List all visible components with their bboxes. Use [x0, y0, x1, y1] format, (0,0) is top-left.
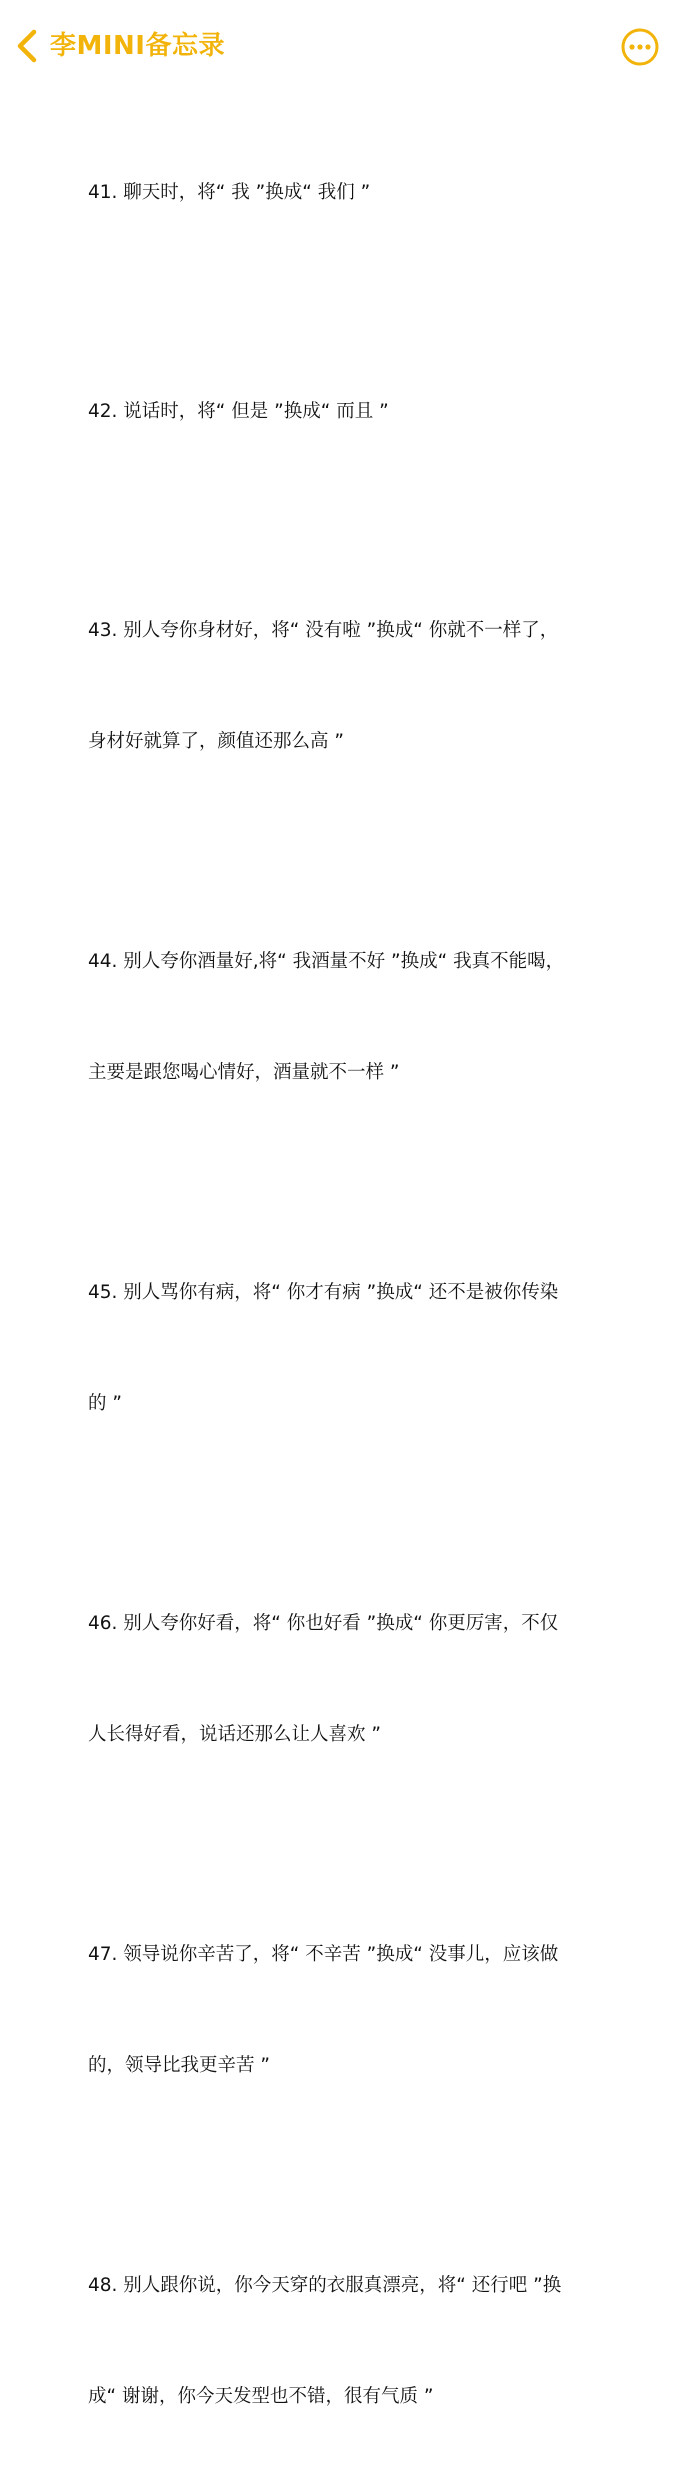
note-item — [88, 1531, 648, 1827]
chevron-left-icon — [10, 26, 46, 66]
back-button[interactable] — [10, 26, 46, 66]
note-item — [88, 100, 648, 285]
note-text-line: 身材好就算了，颜值还那么高 ” — [88, 731, 344, 752]
note-text-line: 48. 别人跟你说，你今天穿的衣服真漂亮，将“ 还行吧 ”换 — [88, 2275, 562, 2296]
note-text-line: 的 ” — [88, 1393, 122, 1414]
notes-list — [88, 96, 648, 2489]
note-text-line: 42. 说话时，将“ 但是 ”换成“ 而且 ” — [88, 401, 389, 422]
note-text-line: 人长得好看，说话还那么让人喜欢 ” — [88, 1724, 381, 1745]
note-item — [88, 538, 648, 834]
note-text-line: 44. 别人夸你酒量好,将“ 我酒量不好 ”换成“ 我真不能喝， — [88, 951, 565, 972]
note-text-line: 46. 别人夸你好看，将“ 你也好看 ”换成“ 你更厉害，不仅 — [88, 1613, 559, 1634]
note-item — [88, 2193, 648, 2489]
note-text-line: 主要是跟您喝心情好，酒量就不一样 ” — [88, 1062, 400, 1083]
note-item — [88, 1862, 648, 2158]
note-text-line: 43. 别人夸你身材好，将“ 没有啦 ”换成“ 你就不一样了， — [88, 620, 559, 641]
more-options-button[interactable] — [620, 27, 660, 67]
note-item — [88, 1200, 648, 1496]
page-title: 李MINI备忘录 — [50, 31, 225, 61]
note-item — [88, 319, 648, 504]
navigation-bar — [0, 0, 690, 92]
note-item — [88, 869, 648, 1165]
more-circle-icon — [620, 27, 660, 67]
note-text-line: 的，领导比我更辛苦 ” — [88, 2055, 270, 2076]
note-text-line: 45. 别人骂你有病，将“ 你才有病 ”换成“ 还不是被你传染 — [88, 1282, 559, 1303]
note-text-line: 成“ 谢谢，你今天发型也不错，很有气质 ” — [88, 2386, 434, 2407]
note-text-line: 47. 领导说你辛苦了，将“ 不辛苦 ”换成“ 没事儿，应该做 — [88, 1944, 559, 1965]
note-text-line: 41. 聊天时，将“ 我 ”换成“ 我们 ” — [88, 182, 371, 203]
